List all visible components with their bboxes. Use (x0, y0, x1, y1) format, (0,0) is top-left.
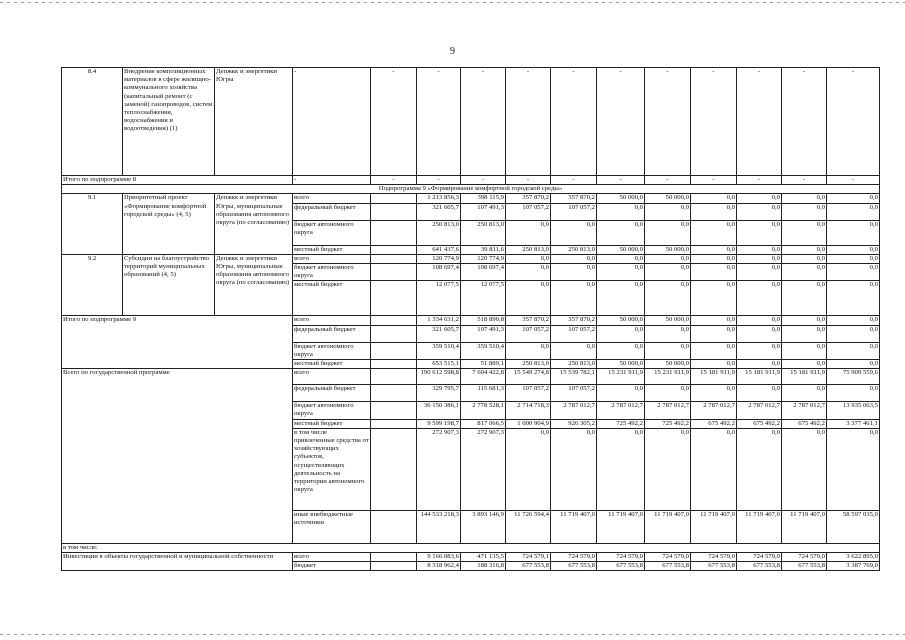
value-cell: 7 604 422,8 (461, 369, 506, 385)
funding-source: местный бюджет (293, 281, 371, 316)
value-cell: 0,0 (737, 245, 782, 254)
value-cell: 50 000,0 (645, 360, 691, 369)
value-cell: 398 115,9 (461, 194, 506, 203)
value-cell: 0,0 (827, 360, 880, 369)
value-cell: 0,0 (827, 428, 880, 510)
row-including (62, 543, 880, 552)
table-body (62, 68, 880, 571)
value-cell: 0,0 (827, 245, 880, 254)
value-cell: 0,0 (827, 254, 880, 263)
value-cell: 1 213 856,3 (417, 194, 461, 203)
value-cell: 0,0 (645, 203, 691, 220)
value-cell: 0,0 (782, 385, 827, 402)
value-cell: - (597, 176, 645, 185)
row-9-1-row (62, 194, 880, 203)
value-cell: 359 510,4 (461, 342, 506, 359)
value-cell: 108 697,4 (461, 264, 506, 281)
value-cell: 50 000,0 (597, 316, 645, 325)
value-cell: 0,0 (737, 385, 782, 402)
funding-source: федеральный бюджет (293, 385, 371, 402)
value-cell: 250 813,0 (506, 360, 551, 369)
value-cell: 250 813,0 (506, 245, 551, 254)
value-cell: 144 533 218,3 (417, 510, 461, 543)
value-cell: 0,0 (737, 325, 782, 342)
value-cell: 0,0 (691, 428, 737, 510)
value-cell: 50 000,0 (597, 194, 645, 203)
value-cell: 75 909 559,6 (827, 369, 880, 385)
value-cell: - (551, 176, 597, 185)
value-cell: 0,0 (737, 342, 782, 359)
value-cell: 0,0 (782, 254, 827, 263)
value-cell: 107 491,3 (461, 325, 506, 342)
value-cell: - (597, 68, 645, 176)
value-cell: 0,0 (597, 385, 645, 402)
value-cell: 0,0 (506, 264, 551, 281)
funding-source: местный бюджет (293, 360, 371, 369)
value-cell: 3 387 769,0 (827, 562, 880, 571)
funding-source: иные внебюджетные источники (293, 510, 371, 543)
value-cell: 359 510,4 (417, 342, 461, 359)
funding-source: в том числе привлеченные средства от хозяйствующих субъектов, осуществляющих деятельность на территории автономного округа (293, 428, 371, 510)
value-cell: 11 726 594,4 (506, 510, 551, 543)
value-cell: 677 553,8 (737, 562, 782, 571)
value-cell: 2 714 718,3 (506, 402, 551, 419)
empty-cell (371, 562, 417, 571)
value-cell: 0,0 (691, 360, 737, 369)
value-cell: - (417, 176, 461, 185)
empty-cell (371, 325, 417, 342)
value-cell: 50 000,0 (645, 194, 691, 203)
row-number: 9.2 (62, 254, 123, 316)
value-cell: 15 181 911,9 (737, 369, 782, 385)
total-label: Инвестиции в объекты государственной и муниципальной собственности (62, 553, 293, 571)
value-cell: 190 612 598,8 (417, 369, 461, 385)
value-cell: 8 318 962,4 (417, 562, 461, 571)
value-cell: 0,0 (827, 264, 880, 281)
value-cell: 724 579,1 (506, 553, 551, 562)
value-cell: 11 719 407,0 (597, 510, 645, 543)
empty-cell (371, 342, 417, 359)
empty-cell (371, 220, 417, 245)
value-cell: 15 181 911,9 (691, 369, 737, 385)
value-cell: 0,0 (551, 254, 597, 263)
value-cell: 641 437,6 (417, 245, 461, 254)
empty-cell (371, 360, 417, 369)
value-cell: 0,0 (691, 194, 737, 203)
total-label: Итого по подпрограмме 8 (62, 176, 293, 185)
activity-name: Внедрение композиционных материалов в сфере жилищно-коммунального хозяйства (капитальный ремонт (с заменой) газопроводов, систем теплоснабжения, водоснабжения и водоотведения) (1) (123, 68, 215, 176)
value-cell: 0,0 (737, 428, 782, 510)
funding-source: всего (293, 369, 371, 385)
empty-cell (371, 254, 417, 263)
value-cell: 0,0 (782, 428, 827, 510)
value-cell: 677 553,8 (645, 562, 691, 571)
value-cell: 725 492,2 (645, 419, 691, 428)
value-cell: 0,0 (782, 360, 827, 369)
value-cell: 926 305,2 (551, 419, 597, 428)
value-cell: 675 492,2 (691, 419, 737, 428)
value-cell: 2 787 012,7 (597, 402, 645, 419)
value-cell: 1 000 904,9 (506, 419, 551, 428)
value-cell: - (645, 68, 691, 176)
value-cell: 0,0 (597, 220, 645, 245)
value-cell: - (827, 176, 880, 185)
empty-cell (371, 510, 417, 543)
value-cell: - (691, 176, 737, 185)
value-cell: 0,0 (691, 325, 737, 342)
value-cell: 0,0 (645, 428, 691, 510)
value-cell: 50 000,0 (597, 245, 645, 254)
total-label: Всего по государственной программе (62, 369, 293, 544)
value-cell: 677 553,8 (782, 562, 827, 571)
value-cell: 0,0 (691, 316, 737, 325)
empty-cell (371, 194, 417, 203)
value-cell: 0,0 (782, 194, 827, 203)
empty-cell (371, 281, 417, 316)
row-number: 8.4 (62, 68, 123, 176)
row-9-2-row (62, 254, 880, 263)
funding-source: всего (293, 553, 371, 562)
value-cell: 0,0 (551, 220, 597, 245)
value-cell: 0,0 (737, 203, 782, 220)
value-cell: 120 774,9 (417, 254, 461, 263)
value-cell: - (737, 176, 782, 185)
value-cell: 724 579,0 (551, 553, 597, 562)
value-cell: 2 787 012,7 (645, 402, 691, 419)
value-cell: 50 000,0 (597, 360, 645, 369)
value-cell: 15 539 782,1 (551, 369, 597, 385)
value-cell: - (371, 176, 417, 185)
scan-edge-bottom (0, 634, 905, 635)
value-cell: - (506, 176, 551, 185)
empty-cell (371, 402, 417, 419)
value-cell: 817 066,5 (461, 419, 506, 428)
value-cell: 724 579,0 (782, 553, 827, 562)
scan-edge-top (0, 2, 905, 3)
value-cell: 250 813,0 (461, 220, 506, 245)
value-cell: 0,0 (737, 281, 782, 316)
value-cell: 107 057,2 (551, 325, 597, 342)
value-cell: 0,0 (551, 342, 597, 359)
value-cell: 2 787 012,7 (691, 402, 737, 419)
value-cell: 0,0 (691, 281, 737, 316)
value-cell: 518 890,8 (461, 316, 506, 325)
executor: Депжкк и энергетики Югры, муниципальные образования автономного округа (по согласованию) (215, 254, 293, 316)
value-cell: 0,0 (691, 342, 737, 359)
value-cell: 0,0 (737, 194, 782, 203)
value-cell: 0,0 (551, 264, 597, 281)
empty-cell (371, 553, 417, 562)
value-cell: 0,0 (737, 316, 782, 325)
subprogram-title: Подпрограмма 9 «Формирование комфортной городской среды» (62, 185, 880, 194)
empty-cell (371, 264, 417, 281)
empty-cell (371, 419, 417, 428)
value-cell: 11 719 407,0 (645, 510, 691, 543)
value-cell: 677 553,8 (691, 562, 737, 571)
funding-source: федеральный бюджет (293, 325, 371, 342)
value-cell: 677 553,8 (597, 562, 645, 571)
funding-source: местный бюджет (293, 245, 371, 254)
value-cell: 12 077,5 (461, 281, 506, 316)
value-cell: 107 057,2 (551, 203, 597, 220)
including-label: в том числе: (62, 543, 880, 552)
value-cell: 120 774,9 (461, 254, 506, 263)
value-cell: 15 231 911,9 (645, 369, 691, 385)
value-cell: 11 719 407,0 (737, 510, 782, 543)
value-cell: 58 597 035,0 (827, 510, 880, 543)
value-cell: 108 697,4 (417, 264, 461, 281)
value-cell: 357 870,2 (506, 316, 551, 325)
row-total-9-row (62, 316, 880, 325)
value-cell: 272 907,3 (417, 428, 461, 510)
value-cell: 0,0 (827, 342, 880, 359)
value-cell: - (827, 68, 880, 176)
value-cell: 724 579,0 (597, 553, 645, 562)
total-label: Итого по подпрограмме 9 (62, 316, 293, 369)
value-cell: 0,0 (691, 264, 737, 281)
funding-source: местный бюджет (293, 419, 371, 428)
value-cell: 724 579,0 (691, 553, 737, 562)
value-cell: 0,0 (597, 342, 645, 359)
value-cell: 0,0 (827, 316, 880, 325)
value-cell: - (782, 176, 827, 185)
value-cell: 272 907,3 (461, 428, 506, 510)
value-cell: 2 787 012,7 (551, 402, 597, 419)
value-cell: 3 893 146,9 (461, 510, 506, 543)
value-cell: 0,0 (645, 325, 691, 342)
page-number: 9 (450, 46, 455, 57)
funding-source: бюджет (293, 562, 371, 571)
value-cell: - (691, 68, 737, 176)
activity-name: Приоритетный проект «Формирование комфортной городской среды» (4, 5) (123, 194, 215, 254)
value-cell: 15 231 911,9 (597, 369, 645, 385)
value-cell: 3 622 895,0 (827, 553, 880, 562)
value-cell: 0,0 (827, 385, 880, 402)
executor: Депжкк и энергетики Югры, муниципальные образования автономного округа (по согласованию) (215, 194, 293, 254)
row-investments-row (62, 553, 880, 562)
value-cell: 675 492,2 (782, 419, 827, 428)
empty-cell (371, 385, 417, 402)
value-cell: 0,0 (645, 342, 691, 359)
value-cell: 0,0 (827, 220, 880, 245)
value-cell: 0,0 (506, 342, 551, 359)
value-cell: 15 181 911,9 (782, 369, 827, 385)
value-cell: - (645, 176, 691, 185)
value-cell: 11 719 407,0 (782, 510, 827, 543)
value-cell: 0,0 (737, 264, 782, 281)
row-gp-row (62, 369, 880, 385)
value-cell: 357 870,2 (551, 194, 597, 203)
value-cell: 329 795,7 (417, 385, 461, 402)
value-cell: 9 599 198,7 (417, 419, 461, 428)
value-cell: 11 719 407,0 (691, 510, 737, 543)
value-cell: 51 889,1 (461, 360, 506, 369)
value-cell: 250 813,0 (417, 220, 461, 245)
value-cell: 0,0 (827, 281, 880, 316)
value-cell: 107 057,2 (551, 385, 597, 402)
value-cell: 471 135,5 (461, 553, 506, 562)
value-cell: 0,0 (506, 428, 551, 510)
value-cell: 0,0 (827, 325, 880, 342)
value-cell: 677 553,8 (551, 562, 597, 571)
value-cell: 2 787 012,7 (737, 402, 782, 419)
value-cell: 357 870,2 (551, 316, 597, 325)
subprogram-9-header (62, 185, 880, 194)
value-cell: - (371, 68, 417, 176)
value-cell: 0,0 (506, 254, 551, 263)
value-cell: - (782, 68, 827, 176)
value-cell: 0,0 (506, 281, 551, 316)
value-cell: 1 334 631,2 (417, 316, 461, 325)
value-cell: 107 057,2 (506, 325, 551, 342)
value-cell: 0,0 (737, 360, 782, 369)
value-cell: 0,0 (551, 281, 597, 316)
value-cell: 36 150 386,1 (417, 402, 461, 419)
value-cell: 0,0 (782, 203, 827, 220)
value-cell: 0,0 (551, 428, 597, 510)
value-cell: 675 492,2 (737, 419, 782, 428)
value-cell: - (417, 68, 461, 176)
value-cell: 0,0 (597, 203, 645, 220)
activity-name: Субсидии на благоустройство территорий муниципальных образований (4, 5) (123, 254, 215, 316)
row-8-4 (62, 68, 880, 176)
value-cell: 0,0 (645, 264, 691, 281)
value-cell: - (461, 68, 506, 176)
empty-cell (371, 316, 417, 325)
value-cell: 0,0 (691, 385, 737, 402)
funding-source: федеральный бюджет (293, 203, 371, 220)
funding-source: всего (293, 316, 371, 325)
value-cell: 0,0 (597, 264, 645, 281)
value-cell: 15 549 274,8 (506, 369, 551, 385)
value-cell: 321 605,7 (417, 203, 461, 220)
row-total-8 (62, 176, 880, 185)
funding-source: бюджет автономного округа (293, 342, 371, 359)
value-cell: 107 057,2 (506, 385, 551, 402)
funding-source: - (293, 68, 371, 176)
value-cell: 653 515,1 (417, 360, 461, 369)
value-cell: 0,0 (645, 254, 691, 263)
empty-cell (371, 369, 417, 385)
funding-source: - (293, 176, 371, 185)
value-cell: 0,0 (737, 220, 782, 245)
value-cell: 2 787 012,7 (782, 402, 827, 419)
value-cell: 250 813,0 (551, 360, 597, 369)
value-cell: 115 681,3 (461, 385, 506, 402)
value-cell: 0,0 (691, 245, 737, 254)
value-cell: 0,0 (597, 254, 645, 263)
value-cell: - (737, 68, 782, 176)
value-cell: 188 316,8 (461, 562, 506, 571)
funding-source: бюджет автономного округа (293, 220, 371, 245)
value-cell: 724 579,0 (737, 553, 782, 562)
value-cell: 0,0 (691, 254, 737, 263)
value-cell: - (461, 176, 506, 185)
empty-cell (371, 428, 417, 510)
value-cell: 0,0 (827, 194, 880, 203)
value-cell: 0,0 (645, 220, 691, 245)
empty-cell (371, 245, 417, 254)
funding-source: всего (293, 254, 371, 263)
funding-source: бюджет автономного округа (293, 402, 371, 419)
row-number: 9.1 (62, 194, 123, 254)
value-cell: 0,0 (782, 281, 827, 316)
value-cell: 0,0 (691, 220, 737, 245)
value-cell: 724 579,0 (645, 553, 691, 562)
value-cell: 725 492,2 (597, 419, 645, 428)
value-cell: 107 491,3 (461, 203, 506, 220)
value-cell: 0,0 (782, 342, 827, 359)
funding-source: бюджет автономного округа (293, 264, 371, 281)
value-cell: 0,0 (737, 254, 782, 263)
value-cell: 9 166 083,6 (417, 553, 461, 562)
value-cell: 677 553,8 (506, 562, 551, 571)
value-cell: - (551, 68, 597, 176)
value-cell: 0,0 (597, 428, 645, 510)
value-cell: 0,0 (782, 264, 827, 281)
value-cell: 2 778 528,1 (461, 402, 506, 419)
value-cell: 0,0 (645, 385, 691, 402)
value-cell: 0,0 (645, 281, 691, 316)
empty-cell (371, 203, 417, 220)
value-cell: 50 000,0 (645, 316, 691, 325)
value-cell: 357 870,2 (506, 194, 551, 203)
value-cell: 0,0 (597, 281, 645, 316)
value-cell: 321 605,7 (417, 325, 461, 342)
budget-table (61, 67, 880, 571)
value-cell: 0,0 (827, 203, 880, 220)
value-cell: 0,0 (782, 220, 827, 245)
value-cell: - (506, 68, 551, 176)
value-cell: 0,0 (782, 325, 827, 342)
value-cell: 39 811,6 (461, 245, 506, 254)
value-cell: 11 719 407,0 (551, 510, 597, 543)
executor: Депжкк и энергетики Югры (215, 68, 293, 176)
value-cell: 50 000,0 (645, 245, 691, 254)
value-cell: 0,0 (782, 245, 827, 254)
value-cell: 0,0 (506, 220, 551, 245)
value-cell: 107 057,2 (506, 203, 551, 220)
value-cell: 0,0 (597, 325, 645, 342)
value-cell: 12 077,5 (417, 281, 461, 316)
funding-source: всего (293, 194, 371, 203)
value-cell: 250 813,0 (551, 245, 597, 254)
value-cell: 0,0 (782, 316, 827, 325)
value-cell: 13 935 063,5 (827, 402, 880, 419)
value-cell: 3 377 461,1 (827, 419, 880, 428)
value-cell: 0,0 (691, 203, 737, 220)
